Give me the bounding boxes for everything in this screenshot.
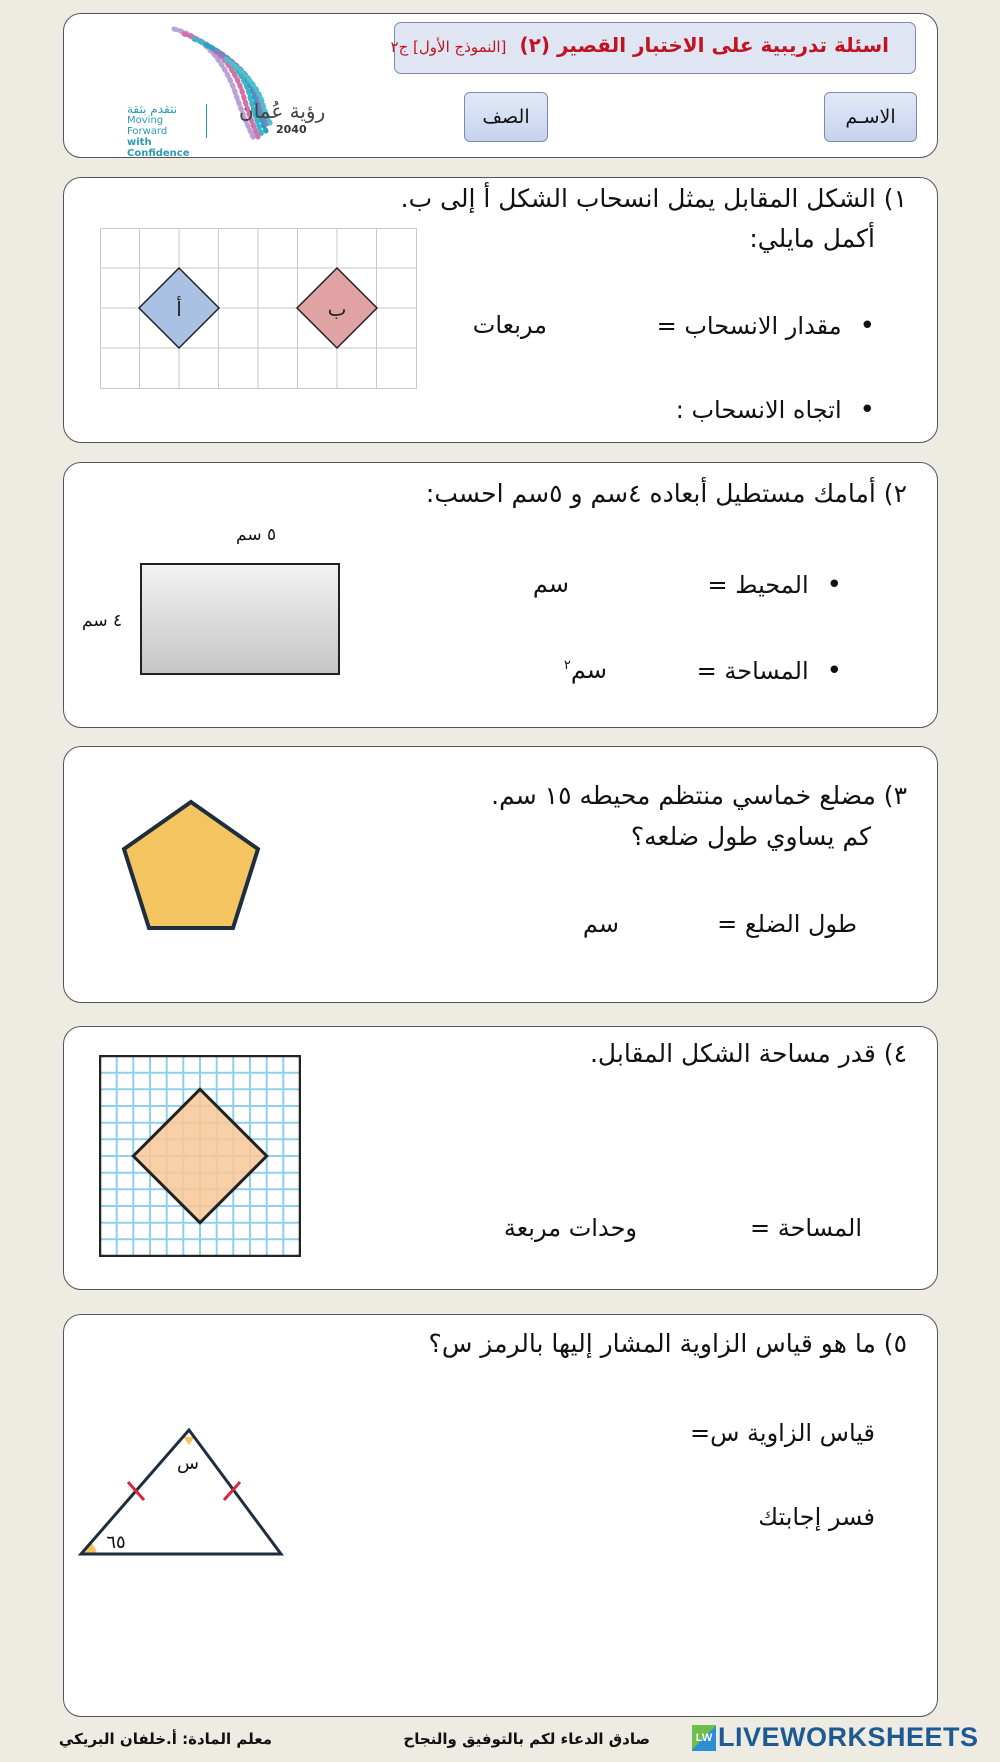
q2-height-label: ٤ سم: [82, 611, 123, 631]
q1-translation-grid: [100, 228, 418, 390]
worksheet-subtitle: [النموذج الأول] ج٢: [390, 38, 507, 56]
q1-instruction: أكمل مايلي:: [749, 224, 875, 253]
q2-width-label: ٥ سم: [236, 525, 277, 545]
question-1-card: [63, 177, 938, 443]
logo-year: 2040: [276, 123, 307, 136]
logo-tagline-ar: نتقدم بثقة: [127, 102, 178, 116]
logo-tagline: [127, 104, 203, 159]
q4-area-label: المساحة =: [749, 1214, 862, 1242]
logo-divider: [206, 104, 207, 138]
class-button-label: الصف: [482, 106, 530, 128]
q3-sub-question: كم يساوي طول ضلعه؟: [630, 822, 871, 851]
q5-top-angle-label: س: [177, 1453, 199, 1474]
q5-question: ٥) ما هو قياس الزاوية المشار إليها بالرمز س؟: [428, 1329, 907, 1358]
q2-rectangle: [140, 563, 340, 675]
header-card: [63, 13, 938, 158]
oman-vision-logo: [94, 19, 344, 159]
question-4-card: [63, 1026, 938, 1290]
name-button[interactable]: [824, 92, 917, 142]
q2-area-unit: [564, 656, 607, 684]
q2-perimeter-unit: سم: [532, 570, 569, 598]
logo-tagline-en-1: Moving Forward: [127, 115, 168, 137]
worksheet-title-box: [390, 22, 916, 74]
footer-teacher: معلم المادة: أ.خلفان البريكي: [58, 1730, 272, 1748]
q3-question: ٣) مضلع خماسي منتظم محيطه ١٥ سم.: [491, 781, 907, 810]
q1-question: ١) الشكل المقابل يمثل انسحاب الشكل أ إلى ب.: [400, 184, 907, 213]
liveworksheets-wordmark: LIVEWORKSHEETS: [718, 1722, 979, 1752]
q2-area-unit-text: سم: [570, 656, 607, 684]
q5-base-angle-label: ٦٥: [106, 1532, 126, 1553]
q3-pentagon: [119, 797, 264, 937]
q2-area-label: • المساحة =: [697, 656, 842, 686]
liveworksheets-logo[interactable]: [692, 1722, 992, 1758]
q5-isosceles-triangle: [78, 1423, 288, 1563]
question-3-card: [63, 746, 938, 1003]
liveworksheets-icon: LW: [692, 1725, 716, 1751]
q3-side-unit: سم: [582, 910, 619, 938]
q5-angle-label: قياس الزاوية س=: [689, 1419, 875, 1447]
q4-area-unit: وحدات مربعة: [503, 1214, 637, 1242]
question-5-card: [63, 1314, 938, 1717]
q1-amount-unit: مربعات: [472, 311, 547, 339]
logo-arabic-text: رؤية عُمان: [239, 99, 326, 123]
q2-perimeter-label: • المحيط =: [708, 570, 842, 600]
q5-explain-label: فسر إجابتك: [758, 1503, 875, 1531]
footer-wish: صادق الدعاء لكم بالتوفيق والنجاح: [403, 1730, 650, 1748]
name-button-label: الاسـم: [845, 106, 896, 128]
q2-area-unit-sup: ٢: [563, 658, 571, 673]
q4-grid-figure: [99, 1055, 301, 1257]
worksheet-title: اسئلة تدريبية على الاختبار القصير (٢): [519, 33, 889, 57]
q1-amount-label: • مقدار الانسحاب =: [657, 311, 875, 341]
q1-shape-b-label: ب: [327, 297, 347, 321]
logo-tagline-en-2: with Confidence: [127, 137, 190, 159]
question-2-card: [63, 462, 938, 728]
q1-direction-label: • اتجاه الانسحاب :: [676, 395, 875, 425]
q1-shape-a-label: أ: [176, 297, 182, 321]
q2-question: ٢) أمامك مستطيل أبعاده ٤سم و ٥سم احسب:: [425, 479, 907, 508]
q4-question: ٤) قدر مساحة الشكل المقابل.: [589, 1039, 907, 1068]
class-button[interactable]: [464, 92, 548, 142]
q3-side-label: طول الضلع =: [717, 910, 857, 938]
